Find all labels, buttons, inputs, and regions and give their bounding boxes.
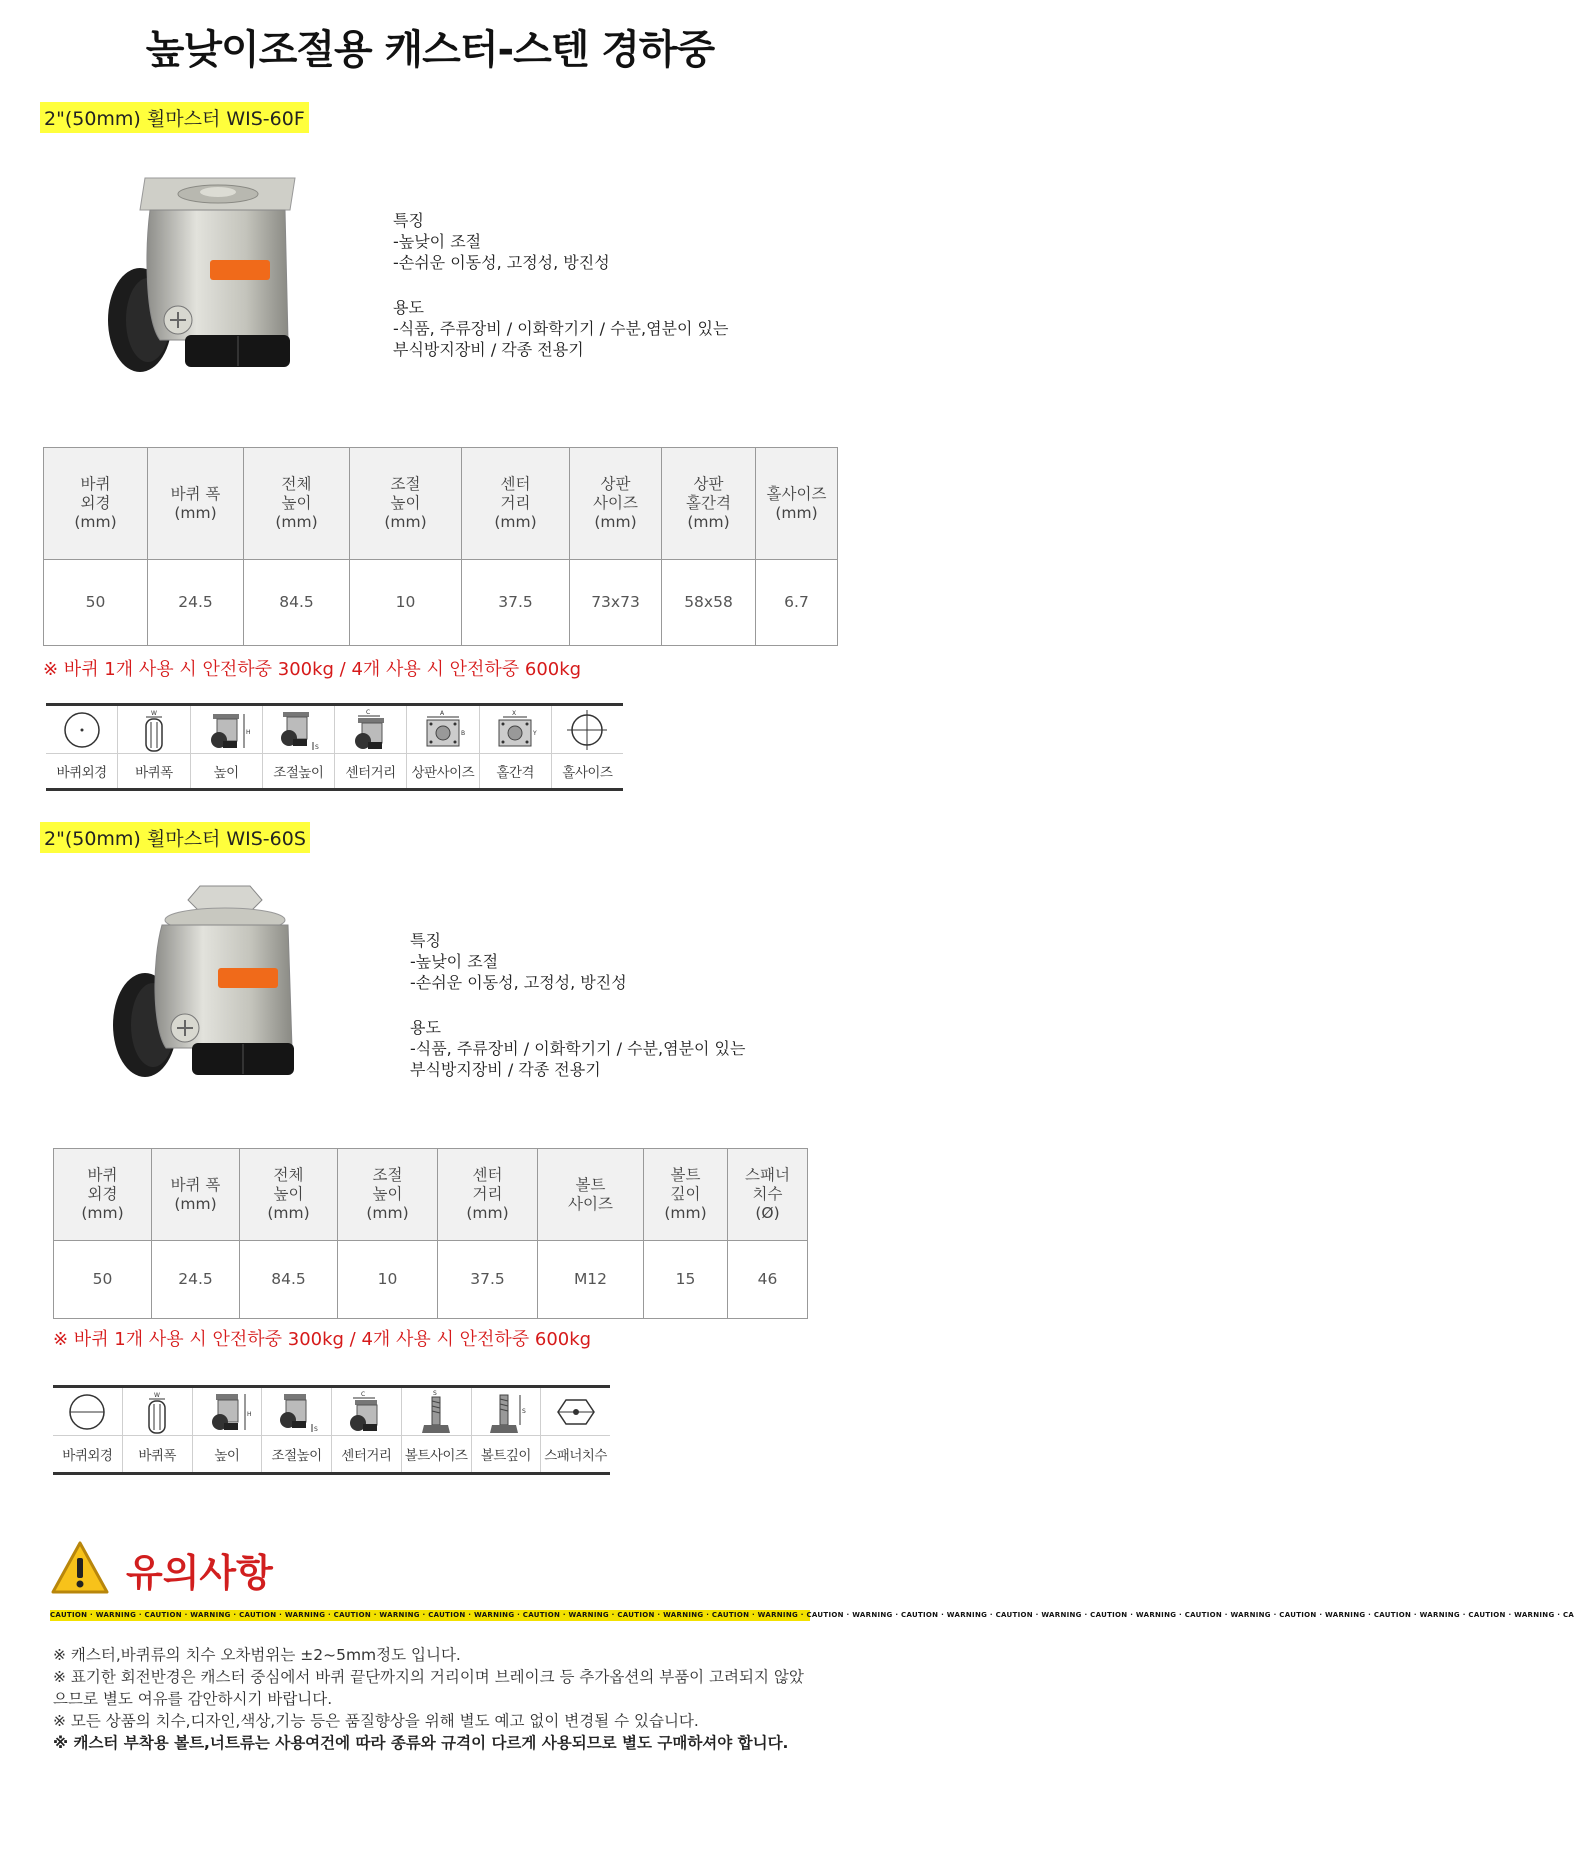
feature-item: -손쉬운 이동성, 고정성, 방진성 [393, 253, 610, 272]
product-features [393, 210, 728, 360]
spec-header-plate-size: 상판 사이즈 (mm) [570, 448, 662, 560]
spec-table [43, 447, 838, 646]
note-item: ※ 모든 상품의 치수,디자인,색상,기능 등은 품질향상을 위해 별도 예고 없이 변경될 수 있습니다. [53, 1712, 699, 1730]
page-title: 높낮이조절용 캐스터-스텐 경하중 [145, 27, 715, 73]
spec-value: 73x73 [570, 560, 662, 646]
caster-height-icon [193, 1388, 262, 1436]
caution-notes [53, 1644, 813, 1754]
spec-value: 24.5 [152, 1241, 240, 1319]
feature-item: -높낮이 조절 [410, 952, 499, 971]
spec-header-hole-spacing: 상판 홀간격 (mm) [662, 448, 756, 560]
svg-text:A: A [439, 709, 444, 717]
wheel-width-icon [118, 706, 189, 754]
icon-label: 조절높이 [273, 765, 324, 781]
spanner-size-icon [541, 1388, 610, 1436]
spec-header-wheel-width: 바퀴 폭 (mm) [148, 448, 244, 560]
spec-header-spanner-size: 스패너 치수 (Ø) [728, 1149, 808, 1241]
note-item-bold: ※ 캐스터 부착용 볼트,너트류는 사용여건에 따라 종류와 규격이 다르게 사용되므로 별도 구매하셔야 합니다. [53, 1734, 789, 1752]
icon-label: 볼트깊이 [480, 1448, 531, 1464]
caution-title: 유의사항 [126, 1551, 273, 1595]
spec-header-wheel-diameter: 바퀴 외경 (mm) [54, 1149, 152, 1241]
svg-text:W: W [154, 1391, 161, 1399]
spec-value: 58x58 [662, 560, 756, 646]
spec-value: 37.5 [462, 560, 570, 646]
spec-value: 15 [644, 1241, 728, 1319]
wheel-diameter-icon [53, 1388, 122, 1436]
uses-heading: 용도 [410, 1018, 441, 1037]
caster-wis-60f-photo [90, 170, 310, 380]
spec-value: 10 [350, 560, 462, 646]
bolt-size-icon [402, 1388, 471, 1436]
spec-value: 37.5 [438, 1241, 538, 1319]
feature-item: -높낮이 조절 [393, 232, 482, 251]
spec-header-wheel-diameter: 바퀴 외경 (mm) [44, 448, 148, 560]
svg-text:C: C [365, 708, 370, 716]
spec-header-bolt-size: 볼트 사이즈 [538, 1149, 644, 1241]
icon-label: 높이 [214, 1448, 240, 1464]
note-item: ※ 표기한 회전반경은 캐스터 중심에서 바퀴 끝단까지의 거리이며 브레이크 등 추가옵션의 부품이 고려되지 않았으므로 별도 여유를 감안하시기 바랍니다. [53, 1668, 804, 1708]
icon-label: 홀사이즈 [562, 765, 613, 781]
use-item: 부식방지장비 / 각종 전용기 [393, 340, 584, 359]
wheel-diameter-icon [46, 706, 117, 754]
product-model-title: 2"(50mm) 휠마스터 WIS-60S [40, 822, 310, 853]
spec-value: 50 [44, 560, 148, 646]
load-warning: ※ 바퀴 1개 사용 시 안전하중 300kg / 4개 사용 시 안전하중 600kg [43, 659, 582, 680]
spec-header-total-height: 전체 높이 (mm) [240, 1149, 338, 1241]
warning-triangle-icon [50, 1540, 110, 1596]
caution-tape: CAUTION · WARNING · CAUTION · WARNING · CAUTION · WARNING · CAUTION · WARNING · CAUTION · WARNING · CAUTION · WARNING · CAUTION · WARNING · CAUTION · WARNING · CAUTION · WARNING · CAUTION · WARNING · CAUTION · WARNING · CAUTION · WARNING · CAUTION · WARNING · CAUTION · WARNING · CAUTION · WARNING · CAUTION · WARNING · CA [50, 1611, 1574, 1619]
plate-size-icon [407, 706, 478, 754]
spec-value: 6.7 [756, 560, 838, 646]
svg-text:S: S [313, 1425, 318, 1433]
adjust-height-icon [263, 706, 334, 754]
dimension-icon-strip [46, 703, 623, 791]
hole-spacing-icon [480, 706, 551, 754]
spec-table [53, 1148, 808, 1319]
load-warning: ※ 바퀴 1개 사용 시 안전하중 300kg / 4개 사용 시 안전하중 600kg [53, 1329, 592, 1350]
dimension-icon-strip [53, 1385, 610, 1475]
svg-text:H: H [246, 728, 251, 736]
caster-wis-60s-photo [100, 880, 320, 1090]
icon-label: 볼트사이즈 [404, 1448, 468, 1464]
spec-header-center-distance: 센터 거리 (mm) [462, 448, 570, 560]
icon-label: 바퀴외경 [56, 765, 107, 781]
svg-text:C: C [361, 1390, 366, 1398]
icon-label: 바퀴폭 [135, 765, 173, 781]
icon-label: 상판사이즈 [411, 765, 475, 781]
spec-header-hole-size: 홀사이즈 (mm) [756, 448, 838, 560]
center-distance-icon [335, 706, 406, 754]
icon-label: 바퀴외경 [62, 1448, 113, 1464]
hole-size-icon [552, 706, 623, 754]
spec-value: 84.5 [240, 1241, 338, 1319]
center-distance-icon [332, 1388, 401, 1436]
spec-header-center-distance: 센터 거리 (mm) [438, 1149, 538, 1241]
spec-value: 50 [54, 1241, 152, 1319]
icon-label: 바퀴폭 [138, 1448, 176, 1464]
icon-label: 홀간격 [496, 765, 534, 781]
icon-label: 스패너치수 [544, 1448, 607, 1464]
spec-value: 10 [338, 1241, 438, 1319]
svg-text:H: H [246, 1410, 252, 1418]
features-heading: 특징 [393, 211, 424, 230]
use-item: -식품, 주류장비 / 이화학기기 / 수분,염분이 있는 [393, 319, 729, 338]
spec-value: 46 [728, 1241, 808, 1319]
svg-text:X: X [512, 709, 517, 717]
spec-value: 24.5 [148, 560, 244, 646]
spec-header-total-height: 전체 높이 (mm) [244, 448, 350, 560]
spec-header-bolt-depth: 볼트 깊이 (mm) [644, 1149, 728, 1241]
spec-header-adjust-height: 조절 높이 (mm) [350, 448, 462, 560]
spec-value: M12 [538, 1241, 644, 1319]
feature-item: -손쉬운 이동성, 고정성, 방진성 [410, 973, 627, 992]
icon-label: 높이 [213, 765, 239, 781]
bolt-depth-icon [472, 1388, 541, 1436]
svg-text:S: S [521, 1407, 526, 1415]
svg-text:B: B [460, 729, 465, 737]
features-heading: 특징 [410, 931, 441, 950]
note-item: ※ 캐스터,바퀴류의 치수 오차범위는 ±2~5mm정도 입니다. [53, 1646, 461, 1664]
svg-text:S: S [315, 743, 320, 751]
use-item: -식품, 주류장비 / 이화학기기 / 수분,염분이 있는 [410, 1039, 746, 1058]
icon-label: 조절높이 [271, 1448, 322, 1464]
product-features [410, 930, 745, 1080]
uses-heading: 용도 [393, 298, 424, 317]
wheel-width-icon [123, 1388, 192, 1436]
svg-text:W: W [150, 709, 157, 717]
caster-height-icon [191, 706, 262, 754]
icon-label: 센터거리 [345, 765, 396, 781]
spec-header-wheel-width: 바퀴 폭 (mm) [152, 1149, 240, 1241]
svg-text:S: S [433, 1389, 437, 1397]
adjust-height-icon [262, 1388, 331, 1436]
spec-header-adjust-height: 조절 높이 (mm) [338, 1149, 438, 1241]
product-model-title: 2"(50mm) 휠마스터 WIS-60F [40, 102, 309, 133]
svg-text:Y: Y [533, 729, 537, 737]
use-item: 부식방지장비 / 각종 전용기 [410, 1060, 601, 1079]
spec-value: 84.5 [244, 560, 350, 646]
icon-label: 센터거리 [341, 1448, 392, 1464]
